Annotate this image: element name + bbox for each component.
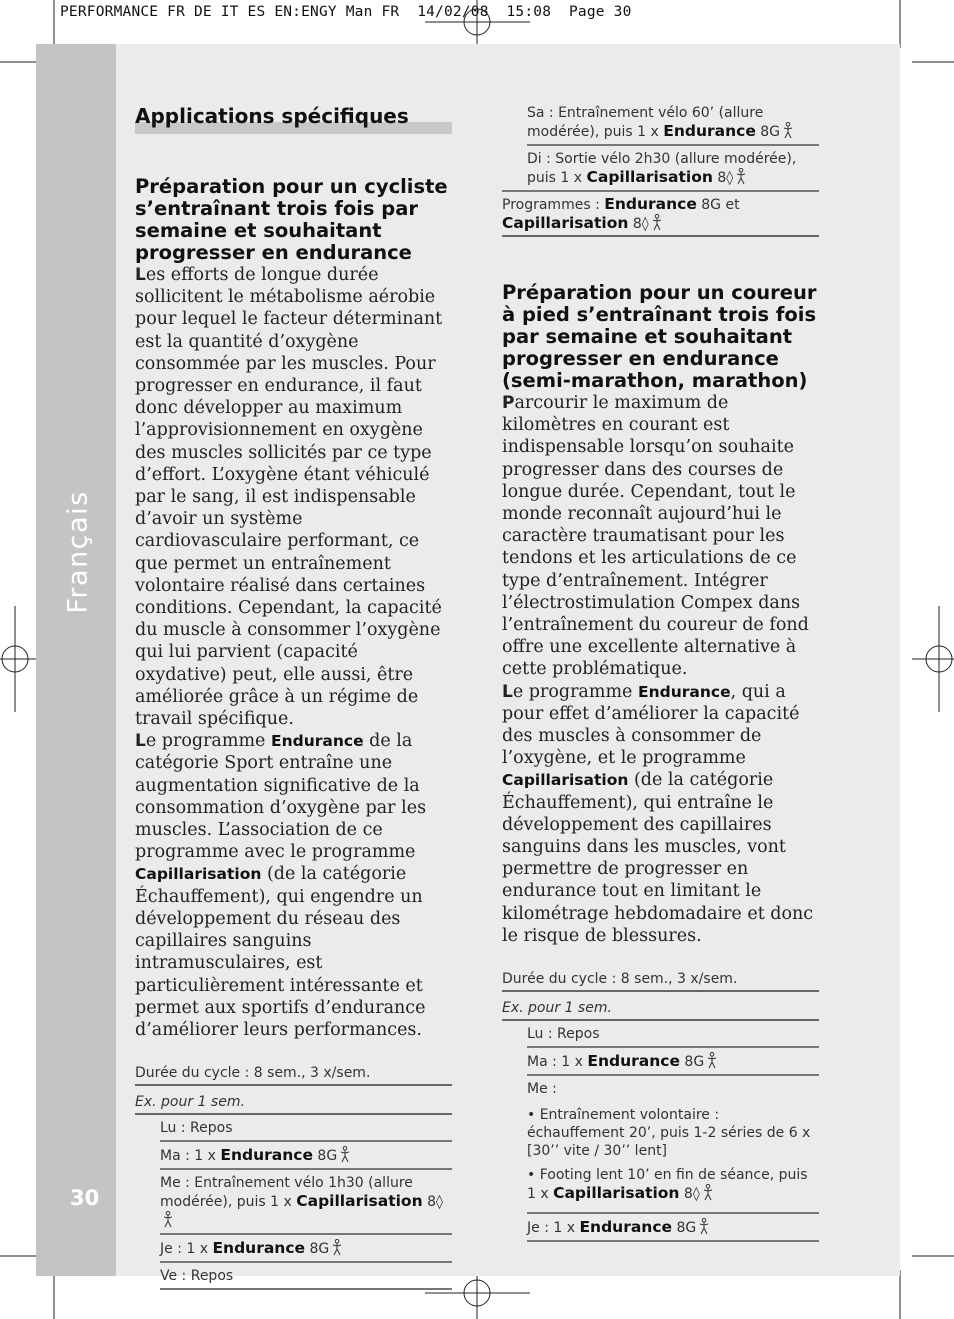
weekly-schedule-continued [527,100,819,190]
runner-icon [698,1218,710,1235]
schedule-row-wednesday [527,1076,819,1212]
runner-paragraph-1: Parcourir le maximum de kilomètres en courant est indispensable lorsqu’on souhaite progresser dans des courses de longue durée. Cependant, tout le monde reconnaît aujourd’hui le caractère traumatisant pour les tendons et les articulations de ce type d’entraînement. Intégrer l’électrostimulation Compex dans l’entraînement du coureur de fond offre une excellente alternative à cette problématique. [502,393,809,680]
schedule-row-monday: Lu : Repos [160,1115,452,1142]
drop-letter: L [135,731,146,752]
schedule-row-wednesday: Me : Entraînement vélo 1h30 (allure modérée), puis 1 x Capillarisation 8◊ [160,1170,452,1235]
wednesday-bullet-1: • Entraînement volontaire : échauffement 20’, puis 1-2 séries de 6 x [30’’ vite / 30’’ lent] [527,1107,811,1160]
runner-icon [782,122,794,139]
weekly-schedule [527,1021,819,1242]
schedule-row-saturday: Sa : Entraînement vélo 60’ (allure modérée), puis 1 x Endurance 8G [527,100,819,146]
drop-letter: L [135,265,146,285]
registration-mark-right [912,606,954,712]
runner-icon [339,1146,351,1163]
program-keyword: Capillarisation [135,865,262,884]
runner-heading: Préparation pour un coureur à pied s’entraînant trois fois par semaine et souhaitant progresser en endurance (semi-marathon, marathon) [502,281,817,392]
schedule-row-thursday: Je : 1 x Endurance 8G [527,1212,819,1242]
programs-summary: Programmes : Endurance 8G et Capillarisation 8◊ [502,190,819,237]
registration-mark-left [0,606,40,712]
cyclist-heading: Préparation pour un cycliste s’entraînant trois fois par semaine et souhaitant progresser en endurance [135,175,448,264]
schedule-row-thursday: Je : 1 x Endurance 8G [160,1235,452,1263]
runner-icon [162,1211,174,1228]
schedule-row-monday: Lu : Repos [527,1021,819,1048]
example-week: Ex. pour 1 sem. [502,992,819,1021]
schedule-row-sunday: Di : Sortie vélo 2h30 (allure modérée), puis 1 x Capillarisation 8◊ [527,151,797,186]
cycle-duration: Durée du cycle : 8 sem., 3 x/sem. [135,1061,452,1086]
printer-slug: PERFORMANCE FR DE IT ES EN:ENGY Man FR 14/02/08 15:08 Page 30 [60,4,632,20]
program-keyword: Endurance [270,732,364,751]
drop-letter: L [502,681,513,702]
section-title: Applications spécifiques [135,104,452,132]
runner-paragraph-2: Le programme Endurance, qui a pour effet d’améliorer la capacité des muscles à consommer de l’oxygène, et le programme Capillarisation (de la catégorie Échauffement), qui entraîne le développement des capillaires sanguins dans les muscles, vont permettre de progresser en endurance tout en limitant le kilométrage hebdomadaire et donc le risque de blessures. [502,681,814,946]
cycle-duration: Durée du cycle : 8 sem., 3 x/sem. [502,967,819,992]
sidebar [36,44,116,1276]
program-keyword: Endurance [637,682,731,701]
cyclist-paragraph-1: Les efforts de longue durée sollicitent le métabolisme aérobie pour lequel le facteur déterminant est la quantité d’oxygène consommée par les muscles. Pour progresser en endurance, il faut donc développer au maximum l’approvisionnement en oxygène des muscles sollicités par ce type d’effort. L’oxygène étant véhiculé par le sang, il est indispensable d’avoir un système cardiovasculaire performant, ce que permet un entraînement volontaire réalisé dans certaines conditions. Cependant, la capacité du muscle à consommer l’oxygène qui lui parvient (capacité oxydative) peut, elle aussi, être améliorée grâce à un régime de travail spécifique. [135,265,443,730]
schedule-row-tuesday: Ma : 1 x Endurance 8G [160,1142,452,1170]
wednesday-bullet-2: • Footing lent 10’ en fin de séance, puis 1 x Capillarisation 8◊ [527,1167,808,1203]
example-week: Ex. pour 1 sem. [135,1086,452,1115]
runner-icon [702,1184,714,1201]
weekly-schedule [160,1115,452,1290]
runner-icon [651,214,663,231]
right-column [502,100,819,1242]
wednesday-label: Me : [527,1081,557,1098]
runner-icon [331,1239,343,1256]
program-keyword: Capillarisation [502,771,629,790]
schedule-row-tuesday: Ma : 1 x Endurance 8G [527,1048,819,1076]
page-number: 30 [70,1186,100,1210]
drop-letter: P [502,393,515,413]
runner-icon [706,1052,718,1069]
cyclist-paragraph-2: Le programme Endurance de la catégorie Sport entraîne une augmentation significative de la consommation d’oxygène par les muscles. L’association de ce programme avec le programme Capillarisation (de la catégorie Échauffement), qui engendre un développement du réseau des capillaires sanguins intramusculaires, est particulièrement intéressante et permet aux sportifs d’endurance d’améliorer leurs performances. [135,731,427,1040]
registration-mark-top [425,0,530,44]
language-label: Français [62,490,94,614]
left-column [135,104,452,1290]
runner-icon [735,168,747,185]
schedule-row-friday: Ve : Repos [160,1263,452,1290]
